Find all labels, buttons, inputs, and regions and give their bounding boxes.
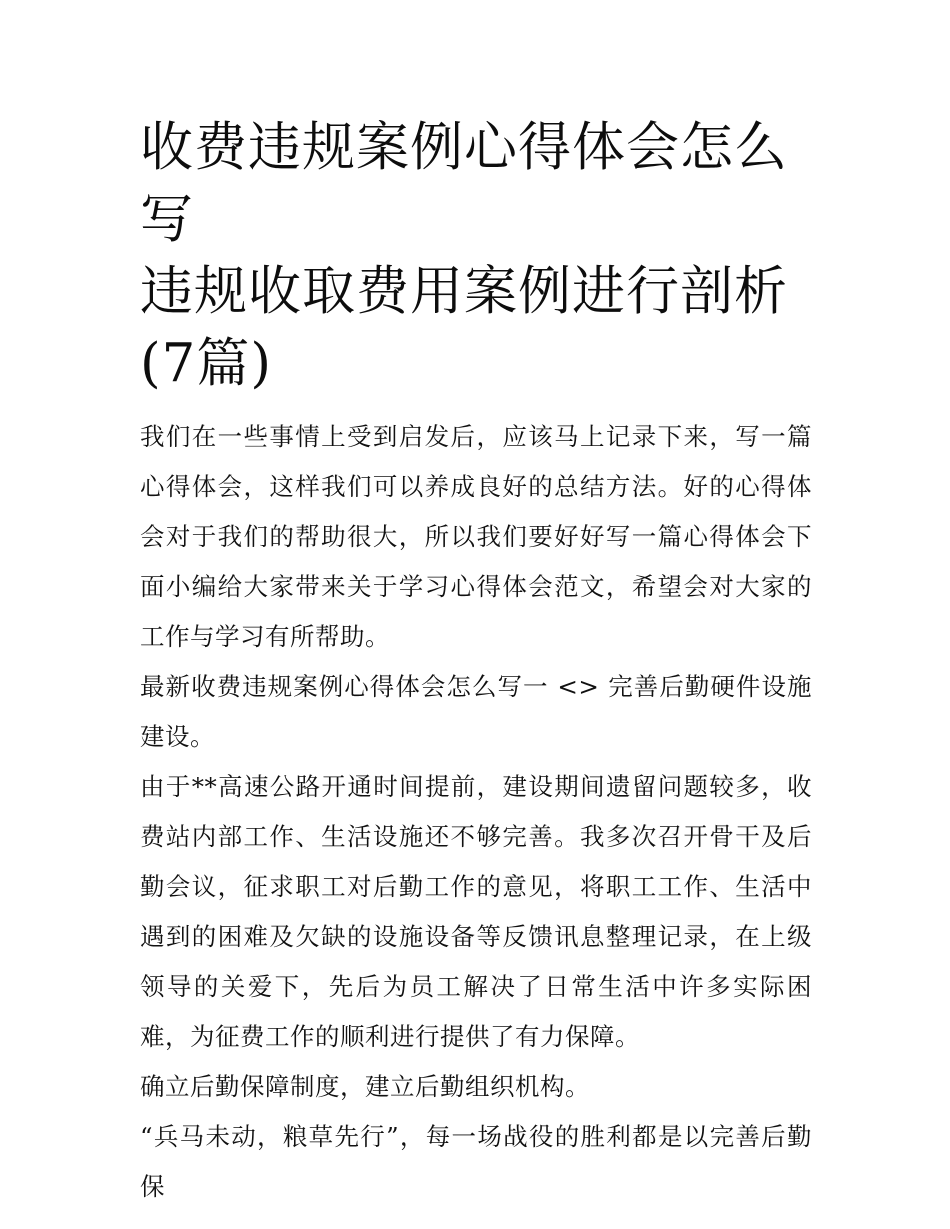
document-content (140, 112, 812, 1212)
intro-paragraph: 我们在一些事情上受到启发后，应该马上记录下来，写一篇心得体会，这样我们可以养成良好的总结方法。好的心得体会对于我们的帮助很大，所以我们要好好写一篇心得体会下面小编给大家带来关于学习心得体会范文，希望会对大家的工作与学习有所帮助。 (140, 422, 812, 651)
section-heading-paragraph: 最新收费违规案例心得体会怎么写一 <> 完善后勤硬件设施建设。 (140, 672, 812, 751)
quote-paragraph: “兵马未动，粮草先行”，每一场战役的胜利都是以完善后勤保 (140, 1122, 812, 1201)
document-title: 收费违规案例心得体会怎么写 违规收取费用案例进行剖析(7篇) (140, 117, 788, 394)
body-paragraph: 由于**高速公路开通时间提前，建设期间遗留问题较多，收费站内部工作、生活设施还不够完善。我多次召开骨干及后勤会议，征求职工对后勤工作的意见，将职工工作、生活中遇到的困难及欠缺的设施设备等反馈讯息整理记录，在上级领导的关爱下，先后为员工解决了日常生活中许多实际困难，为征费工作的顺利进行提供了有力保障。 (140, 772, 812, 1051)
document-body (140, 412, 812, 1212)
subheading-paragraph: 确立后勤保障制度，建立后勤组织机构。 (140, 1072, 590, 1101)
